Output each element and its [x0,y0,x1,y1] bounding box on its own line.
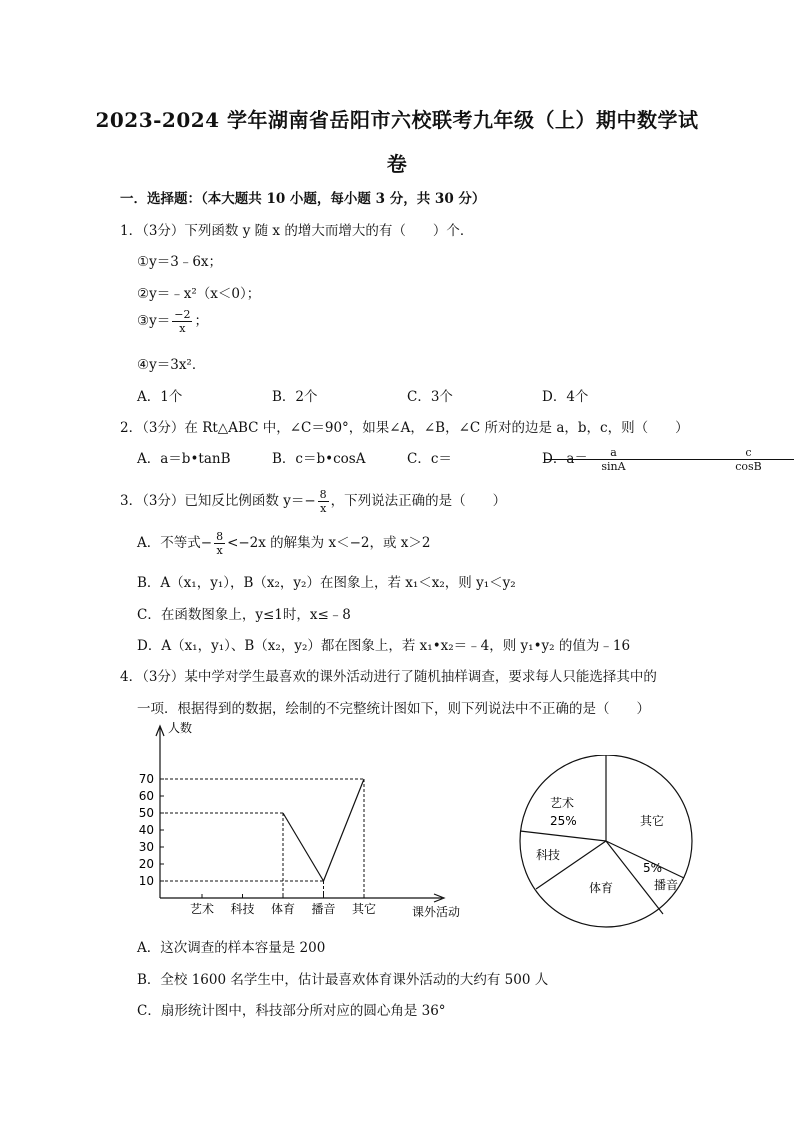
series-segment [324,779,365,881]
page-title-cont: 卷 [386,152,408,176]
q3-option-a[interactable] [137,530,430,557]
q3-stem-fraction [318,488,329,515]
q1-option-a[interactable]: A．1个 [137,389,183,405]
q3-option-c[interactable]: C．在函数图象上，y≤1时，x≤﹣8 [137,607,351,623]
x-axis-label: 课外活动 [412,905,461,919]
pie-label-broadcast: 播音 [654,878,679,892]
series-segment [283,813,324,881]
q1-item-4: ④y＝3x²． [137,357,206,373]
q1-stem: 1．（3分）下列函数 y 随 x 的增大而增大的有（ ）个． [120,223,474,239]
q2-stem: 2．（3分）在 Rt△ABC 中，∠C＝90°，如果∠A，∠B，∠C 所对的边是 a，b，c，则（ ） [120,420,689,436]
q4-pie-chart [510,755,710,935]
q2-options [137,446,762,473]
q3-option-b[interactable]: B．A（x₁，y₁），B（x₂，y₂）在图象上，若 x₁＜x₂，则 y₁＜y₂ [137,575,516,591]
q2-option-d[interactable] [542,446,762,473]
q2-option-b[interactable]: B．c＝b•cosA [272,451,366,467]
pie-label-tech: 科技 [536,848,561,862]
y-tick-label: 50 [138,806,154,820]
q2-option-a[interactable]: A．a＝b•tanB [137,451,231,467]
q1-item-1: ①y＝3﹣6x； [137,254,223,270]
q3-option-a-den: x [216,544,223,557]
q2-option-d-label: D．a＝ [542,451,588,467]
x-tick-label: 播音 [311,902,336,916]
q2-option-c-label: C．c＝ [407,451,452,467]
q4-line-chart [130,718,470,923]
pie-value-art: 25% [550,814,577,828]
y-axis-label: 人数 [168,721,193,735]
y-tick-label: 20 [138,857,154,871]
y-tick-label: 40 [138,823,154,837]
q1-item-3-num: −2 [174,308,191,321]
q2-option-c-den: sinA [601,460,626,473]
pie-label-sports: 体育 [589,881,614,895]
q4-stem-1: 4．（3分）某中学对学生最喜欢的课外活动进行了随机抽样调查，要求每人只能选择其中的 [120,669,657,685]
q3-option-a-num: 8 [216,530,224,543]
q4-option-b[interactable]: B．全校 1600 名学生中，估计最喜欢体育课外活动的大约有 500 人 [137,972,549,988]
q4-stem-2: 一项．根据得到的数据，绘制的不完整统计图如下，则下列说法中不正确的是（ ） [137,701,650,717]
q3-option-a-pre: A．不等式− [137,535,213,551]
y-tick-label: 70 [138,772,154,786]
q3-stem-post: ，下列说法正确的是（ ） [330,493,507,509]
section-heading: 一．选择题：（本大题共 10 小题，每小题 3 分，共 30 分） [120,191,486,207]
pie-label-other: 其它 [640,814,665,828]
q1-item-3 [137,308,208,335]
x-tick-label: 体育 [270,902,296,916]
x-tick-label: 其它 [351,902,377,916]
q1-item-3-fraction [172,308,192,335]
q4-option-c[interactable]: C．扇形统计图中，科技部分所对应的圆心角是 36° [137,1003,446,1019]
q2-option-d-num: c [679,446,794,460]
q1-options [137,385,677,405]
q3-option-d[interactable]: D．A（x₁，y₁）、B（x₂，y₂）都在图象上，若 x₁•x₂＝﹣4，则 y₁•y₂ 的值为﹣16 [137,638,631,654]
q2-option-c-num: a [544,446,683,460]
q3-stem-den: x [320,502,327,515]
y-tick-label: 10 [138,874,154,888]
q1-item-3-tail: ； [194,313,208,329]
pie-divider-left [520,831,606,841]
q3-option-a-post: <−2x 的解集为 x＜−2，或 x＞2 [227,535,431,551]
pie-value-broadcast: 5% [643,861,663,875]
q2-option-d-den: cosB [735,460,762,473]
q1-item-3-den: x [179,322,186,335]
q1-item-3-label: ③y＝ [137,313,171,329]
q1-option-b[interactable]: B．2个 [272,389,318,405]
x-tick-label: 科技 [230,902,255,916]
q1-item-2: ②y＝﹣x²（x＜0）； [137,286,261,302]
page-title: 2023-2024 学年湖南省岳阳市六校联考九年级（上）期中数学试 [95,108,699,132]
y-tick-label: 30 [138,840,154,854]
q4-option-a[interactable]: A．这次调查的样本容量是 200 [137,940,326,956]
q3-stem-num: 8 [319,488,327,501]
q3-stem-pre: 3．（3分）已知反比例函数 y＝− [120,493,316,509]
x-tick-label: 艺术 [189,902,215,916]
q3-stem [120,488,506,515]
y-tick-label: 60 [138,789,154,803]
q1-option-d[interactable]: D．4个 [542,389,589,405]
q1-option-c[interactable]: C．3个 [407,389,453,405]
q3-option-a-fraction [214,530,225,557]
pie-label-art: 艺术 [550,796,575,810]
q2-option-d-fraction [679,446,794,473]
